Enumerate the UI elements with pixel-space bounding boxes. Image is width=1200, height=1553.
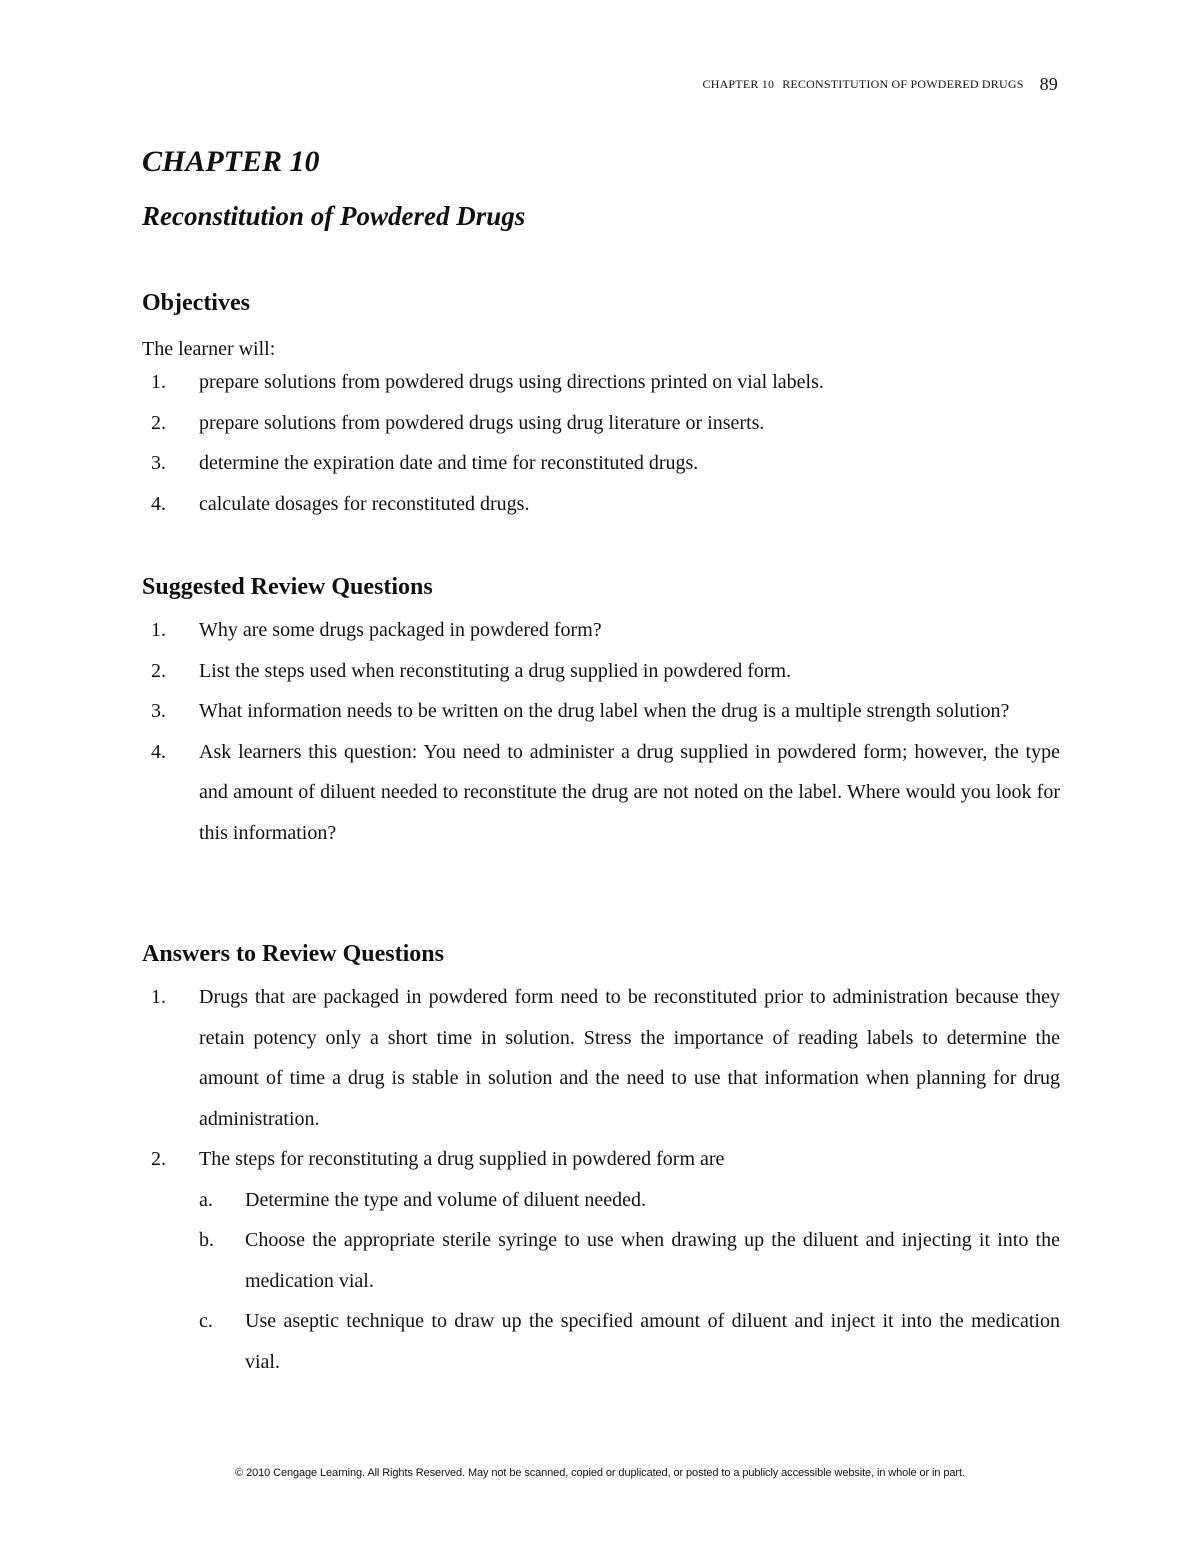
list-item bbox=[142, 1139, 1060, 1382]
list-item-text: prepare solutions from powdered drugs using drug literature or inserts. bbox=[199, 411, 765, 434]
list-item-number: 2. bbox=[151, 411, 166, 434]
sub-list-item-text: Determine the type and volume of diluent needed. bbox=[245, 1188, 646, 1211]
sub-list-item bbox=[199, 1220, 1060, 1301]
list-item-number: 4. bbox=[151, 492, 166, 515]
sub-list-item bbox=[199, 1180, 1060, 1221]
review-list bbox=[142, 610, 1060, 853]
answers-section bbox=[142, 938, 1060, 1382]
list-item bbox=[142, 484, 1060, 525]
list-item bbox=[142, 362, 1060, 403]
list-item-number: 3. bbox=[151, 700, 166, 722]
list-item-number: 3. bbox=[151, 452, 166, 474]
list-item-number: 2. bbox=[151, 1148, 166, 1170]
list-item-text: Drugs that are packaged in powdered form need to be reconstituted prior to administration because they retain potency only a short time in solution. Stress the importance of reading labels to determine the amount of time a drug is stable in solution and the need to use that information when planning for drug administration. bbox=[199, 986, 1060, 1130]
sub-list-item-letter: b. bbox=[199, 1229, 214, 1251]
sub-list-item-text: Use aseptic technique to draw up the specified amount of diluent and inject it into the medication vial. bbox=[245, 1310, 1060, 1373]
list-item bbox=[142, 403, 1060, 444]
page-number: 89 bbox=[1039, 74, 1058, 94]
sub-list-item-letter: c. bbox=[199, 1310, 213, 1332]
list-item-text: Ask learners this question: You need to administer a drug supplied in powdered form; however, the type and amount of diluent needed to reconstitute the drug are not noted on the label. Where would you look for this information? bbox=[199, 740, 1060, 844]
header-chapter-label: CHAPTER 10 bbox=[702, 77, 775, 91]
header-chapter-topic: RECONSTITUTION OF POWDERED DRUGS bbox=[782, 77, 1024, 91]
list-item bbox=[142, 651, 1060, 692]
list-item-number: 1. bbox=[151, 371, 166, 393]
chapter-title: CHAPTER 10 bbox=[142, 145, 320, 178]
sub-list-item bbox=[199, 1301, 1060, 1382]
list-item bbox=[142, 443, 1060, 484]
list-item-number: 2. bbox=[151, 659, 166, 682]
list-item bbox=[142, 732, 1060, 854]
answers-heading: Answers to Review Questions bbox=[142, 941, 444, 967]
chapter-subtitle: Reconstitution of Powdered Drugs bbox=[142, 201, 526, 231]
running-header bbox=[703, 74, 1059, 95]
list-item-number: 1. bbox=[151, 619, 166, 641]
list-item-text: Why are some drugs packaged in powdered form? bbox=[199, 619, 602, 641]
objectives-section bbox=[142, 287, 1060, 524]
list-item bbox=[142, 610, 1060, 651]
answers-sub-list bbox=[199, 1180, 1060, 1383]
copyright-footer: © 2010 Cengage Learning. All Rights Reserved. May not be scanned, copied or duplicated, or posted to a publicly accessible website, in whole or in part. bbox=[235, 1467, 965, 1479]
objectives-heading: Objectives bbox=[142, 290, 250, 316]
list-item-text: The steps for reconstituting a drug supplied in powdered form are bbox=[199, 1148, 725, 1170]
list-item bbox=[142, 691, 1060, 732]
list-item-number: 1. bbox=[151, 986, 166, 1008]
list-item-text: calculate dosages for reconstituted drugs. bbox=[199, 492, 530, 515]
answers-list bbox=[142, 977, 1060, 1382]
sub-list-item-letter: a. bbox=[199, 1188, 213, 1211]
sub-list-item-text: Choose the appropriate sterile syringe to use when drawing up the diluent and injecting it into the medication vial. bbox=[245, 1229, 1060, 1292]
list-item-number: 4. bbox=[151, 740, 166, 763]
review-heading: Suggested Review Questions bbox=[142, 574, 433, 600]
review-section bbox=[142, 571, 1060, 853]
list-item-text: determine the expiration date and time for reconstituted drugs. bbox=[199, 452, 699, 474]
list-item-text: What information needs to be written on the drug label when the drug is a multiple strength solution? bbox=[199, 700, 1010, 722]
objectives-intro: The learner will: bbox=[142, 338, 276, 360]
list-item-text: List the steps used when reconstituting a drug supplied in powdered form. bbox=[199, 659, 792, 682]
list-item bbox=[142, 977, 1060, 1139]
objectives-list bbox=[142, 362, 1060, 524]
list-item-text: prepare solutions from powdered drugs using directions printed on vial labels. bbox=[199, 371, 824, 393]
